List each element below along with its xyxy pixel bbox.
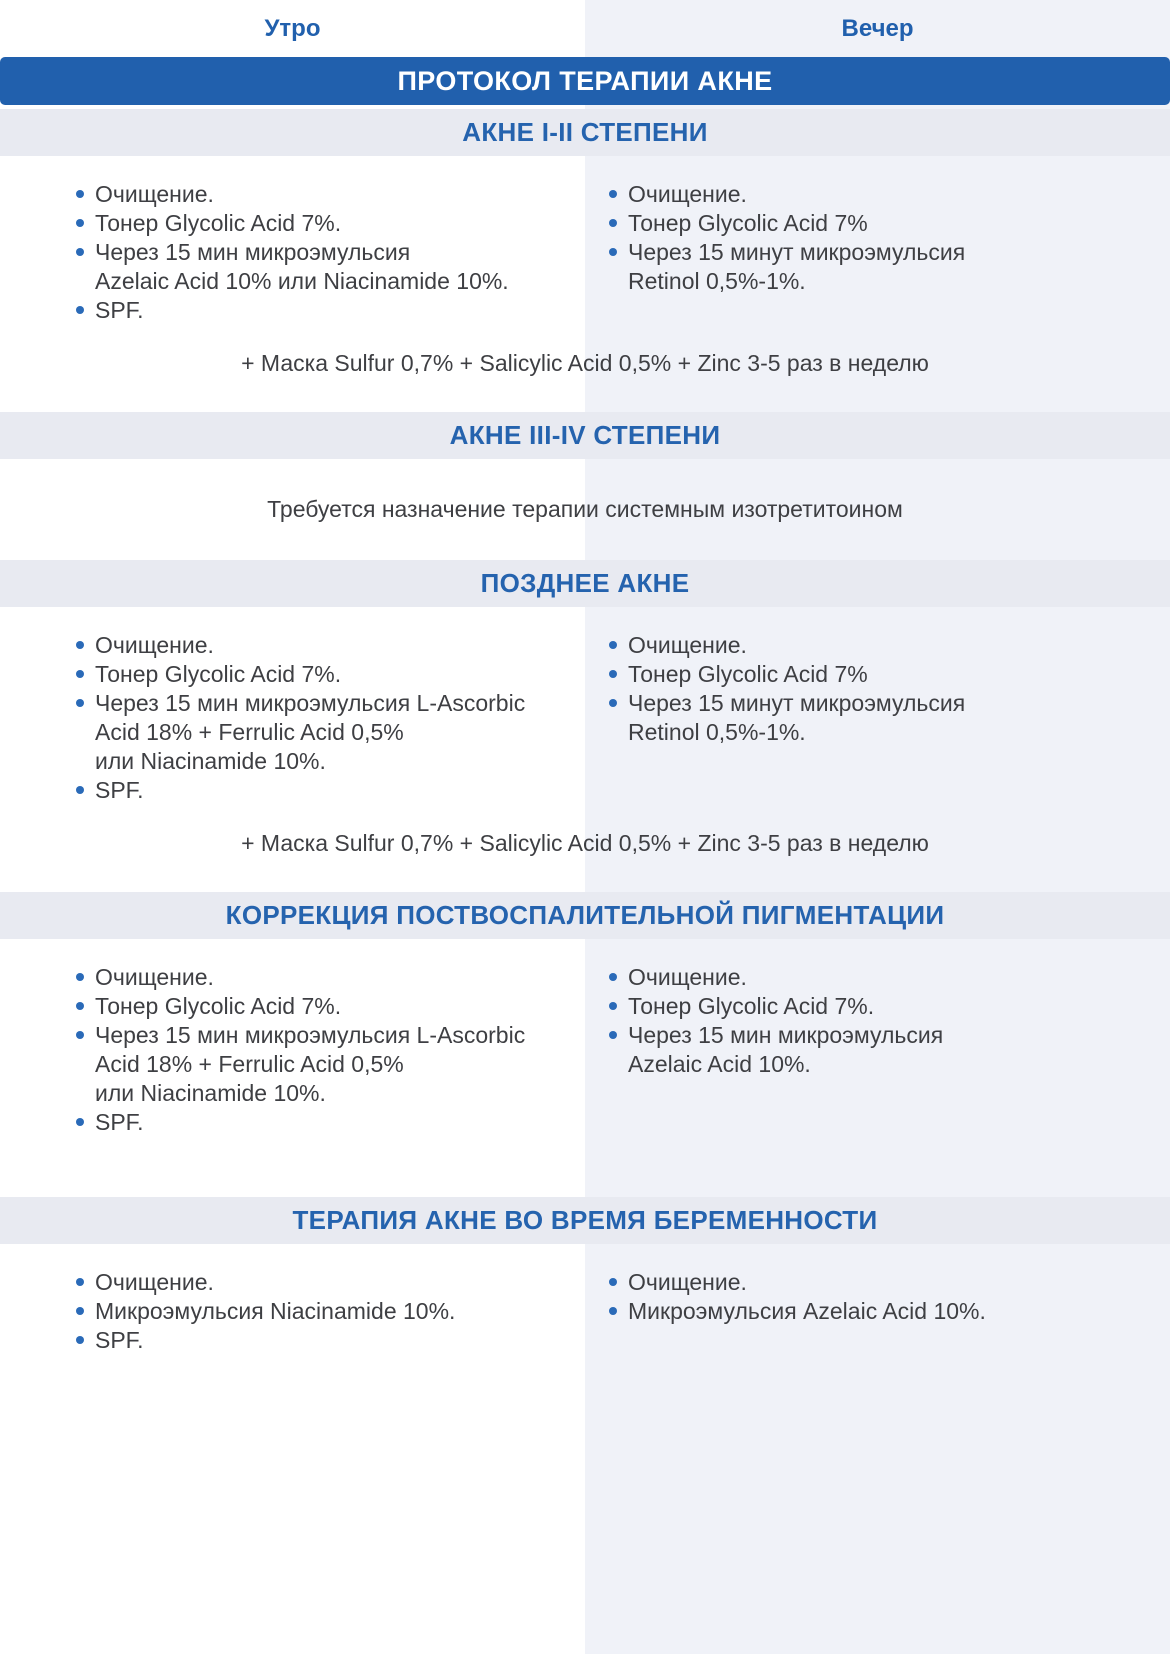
sections-container [0,109,1170,1415]
column-header-evening: Вечер [841,14,914,42]
section-columns [0,939,1170,1197]
evening-list [585,1268,1170,1355]
protocol-section [0,892,1170,1197]
section-columns [0,607,1170,805]
protocol-step: Через 15 мин микроэмульсия Azelaic Acid 10% или Niacinamide 10%. [95,238,573,296]
morning-list [0,180,585,325]
section-center-text: Требуется назначение терапии системным изотретитоином [267,496,903,522]
protocol-step: Очищение. [95,963,573,992]
protocol-section [0,560,1170,892]
page-title-banner: ПРОТОКОЛ ТЕРАПИИ АКНЕ [0,57,1170,105]
protocol-step: Тонер Glycolic Acid 7%. [95,209,573,238]
protocol-step: Через 15 мин микроэмульсия L-Ascorbic Acid 18% + Ferrulic Acid 0,5% или Niacinamide 10%. [95,1021,573,1108]
morning-list [0,1268,585,1355]
protocol-step: Очищение. [628,1268,1150,1297]
protocol-step: SPF. [95,776,573,805]
column-headers [0,0,1170,57]
section-heading: АКНЕ III-IV СТЕПЕНИ [0,412,1170,459]
evening-list [585,180,1170,325]
section-note: + Маска Sulfur 0,7% + Salicylic Acid 0,5% + Zinc 3-5 раз в неделю [241,830,929,856]
protocol-step: Через 15 минут микроэмульсия Retinol 0,5%-1%. [628,238,1150,296]
evening-list [585,963,1170,1137]
protocol-section [0,412,1170,560]
evening-list [585,631,1170,805]
section-heading: ТЕРАПИЯ АКНЕ ВО ВРЕМЯ БЕРЕМЕННОСТИ [0,1197,1170,1244]
protocol-step: SPF. [95,1108,573,1137]
protocol-step: Микроэмульсия Niacinamide 10%. [95,1297,573,1326]
protocol-step: Тонер Glycolic Acid 7%. [95,992,573,1021]
protocol-step: Тонер Glycolic Acid 7% [628,660,1150,689]
protocol-step: Через 15 минут микроэмульсия Retinol 0,5%-1%. [628,689,1150,747]
morning-list [0,631,585,805]
protocol-section [0,1197,1170,1415]
section-heading: КОРРЕКЦИЯ ПОСТВОСПАЛИТЕЛЬНОЙ ПИГМЕНТАЦИИ [0,892,1170,939]
protocol-step: Микроэмульсия Azelaic Acid 10%. [628,1297,1150,1326]
section-heading: АКНЕ I-II СТЕПЕНИ [0,109,1170,156]
protocol-step: SPF. [95,1326,573,1355]
morning-list [0,963,585,1137]
protocol-step: SPF. [95,296,573,325]
column-header-morning: Утро [264,14,321,42]
protocol-section [0,109,1170,412]
protocol-step: Тонер Glycolic Acid 7%. [628,992,1150,1021]
section-columns [0,1244,1170,1415]
section-heading: ПОЗДНЕЕ АКНЕ [0,560,1170,607]
protocol-step: Через 15 мин микроэмульсия L-Ascorbic Acid 18% + Ferrulic Acid 0,5% или Niacinamide 10%. [95,689,573,776]
protocol-step: Тонер Glycolic Acid 7%. [95,660,573,689]
protocol-step: Очищение. [628,963,1150,992]
protocol-step: Очищение. [95,1268,573,1297]
protocol-step: Очищение. [628,180,1150,209]
protocol-step: Очищение. [95,631,573,660]
protocol-step: Очищение. [628,631,1150,660]
protocol-step: Через 15 мин микроэмульсия Azelaic Acid 10%. [628,1021,1150,1079]
section-note: + Маска Sulfur 0,7% + Salicylic Acid 0,5% + Zinc 3-5 раз в неделю [241,350,929,376]
protocol-step: Очищение. [95,180,573,209]
section-columns [0,156,1170,325]
protocol-step: Тонер Glycolic Acid 7% [628,209,1150,238]
